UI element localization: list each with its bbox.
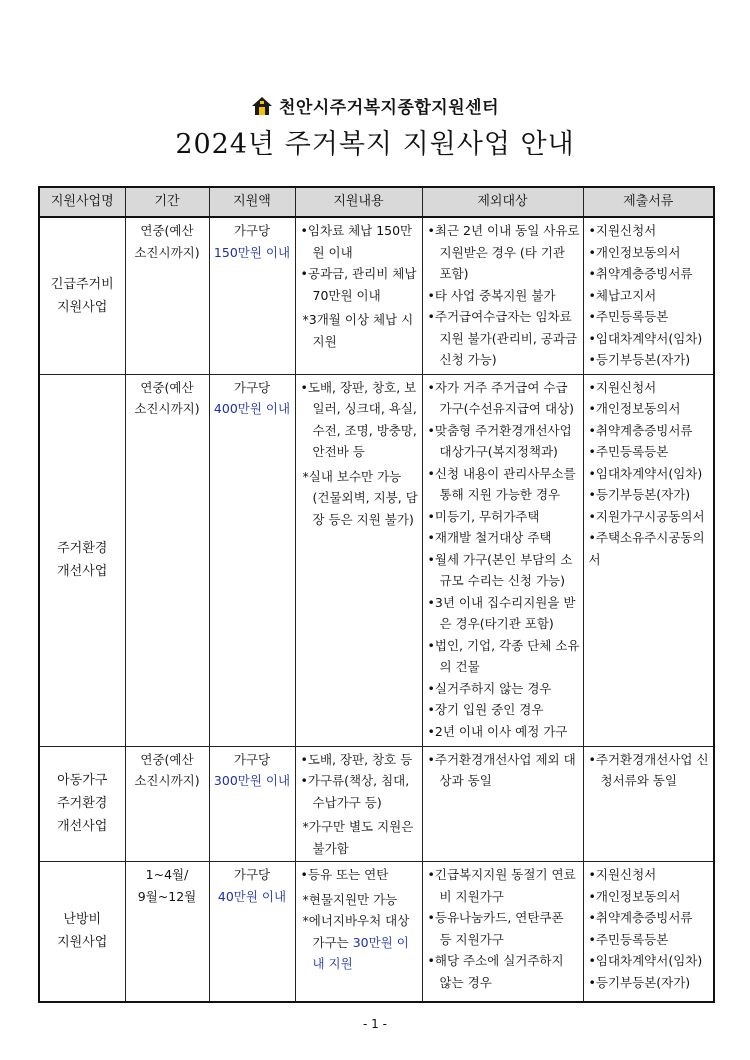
amount: 가구당 300만원 이내 [209, 746, 295, 862]
amount-value: 150만원 이내 [213, 244, 291, 260]
amount: 가구당 400만원 이내 [209, 374, 295, 746]
documents: •지원신청서 •개인정보동의서 •취약계층증빙서류 •주민등록등본 •임대차계약서(임차) •등기부등본(자가) •지원가구시공동의서 •주택소유주시공동의서 [583, 374, 714, 746]
amount: 가구당 150만원 이내 [209, 217, 295, 374]
exclusions: •최근 2년 이내 동일 사유로 지원받은 경우 (타 기관 포함) •타 사업 중복지원 불가 •주거급여수급자는 임차료 지원 불가(관리비, 공과금 신청 가능) [422, 217, 583, 374]
content-note-2: *에너지바우처 대상 가구는 30만원 이내 지원 [302, 913, 410, 971]
period: 연중(예산 소진시까지) [125, 374, 209, 746]
exclusions: •긴급복지지원 동절기 연료비 지원가구 •등유나눔카드, 연탄쿠폰 등 지원가구 •해당 주소에 실거주하지 않는 경우 [422, 862, 583, 1002]
amount: 가구당 40만원 이내 [209, 862, 295, 1002]
program-name: 아동가구 주거환경 개선사업 [39, 746, 125, 862]
documents: •지원신청서 •개인정보동의서 •취약계층증빙서류 •체납고지서 •주민등록등본 •임대차계약서(임차) •등기부등본(자가) [583, 217, 714, 374]
program-name: 주거환경 개선사업 [39, 374, 125, 746]
documents: •주거환경개선사업 신청서류와 동일 [583, 746, 714, 862]
table-row [39, 862, 714, 1002]
col-header-documents: 제출서류 [583, 187, 714, 217]
page-title: 2024년 주거복지 지원사업 안내 [175, 129, 575, 160]
col-header-amount: 지원액 [209, 187, 295, 217]
table-row [39, 374, 714, 746]
org-name: 천안시주거복지종합지원센터 [279, 98, 499, 118]
support-content: •등유 또는 연탄 *현물지원만 가능 *에너지바우처 대상 가구는 30만원 이내 지원 [295, 862, 422, 1002]
exclusions: •주거환경개선사업 제외 대상과 동일 [422, 746, 583, 862]
org-header [0, 93, 750, 121]
period: 연중(예산 소진시까지) [125, 217, 209, 374]
program-name: 난방비 지원사업 [39, 862, 125, 1002]
house-icon [251, 96, 273, 121]
amount-value: 400만원 이내 [213, 401, 291, 416]
amount-highlight: 30만원 이내 지원 [312, 934, 409, 971]
col-header-name: 지원사업명 [39, 187, 125, 217]
exclusions: •자가 거주 주거급여 수급가구(수선유지급여 대상) •맞춤형 주거환경개선사업 대상가구(복지정책과) •신청 내용이 관리사무소를 통해 지원 가능한 경우 •미등기, 무허가주택 •재개발 철거대상 주택 •월세 가구(본인 부담의 소규모 수리는 신청 가능) •3년 이내 집수리지원을 받은 경우(타기관 포함) •법인, 기업, 각종 단체 소유의 건물 •실거주하지 않는 경우 •장기 입원 중인 경우 •2년 이내 이사 예정 가구 [422, 374, 583, 746]
page-number: - 1 - [363, 1017, 387, 1031]
period: 연중(예산 소진시까지) [125, 746, 209, 862]
table-row [39, 746, 714, 862]
col-header-period: 기간 [125, 187, 209, 217]
col-header-exclusions: 제외대상 [422, 187, 583, 217]
program-name: 긴급주거비 지원사업 [39, 217, 125, 374]
table-header-row [39, 187, 714, 217]
support-content: •도배, 장판, 창호, 보일러, 싱크대, 욕실, 수전, 조명, 방충망, 안전바 등 *실내 보수만 가능 (건물외벽, 지붕, 담장 등은 지원 불가) [295, 374, 422, 746]
support-content: •도배, 장판, 창호 등 •가구류(책상, 침대, 수납가구 등) *가구만 별도 지원은 불가함 [295, 746, 422, 862]
program-table [38, 186, 715, 1003]
period: 1~4월/ 9월~12월 [125, 862, 209, 1002]
table-row [39, 217, 714, 374]
col-header-content: 지원내용 [295, 187, 422, 217]
amount-value: 300만원 이내 [213, 773, 291, 788]
amount-value: 40만원 이내 [217, 888, 287, 904]
documents: •지원신청서 •개인정보동의서 •취약계층증빙서류 •주민등록등본 •임대차계약서(임차) •등기부등본(자가) [583, 862, 714, 1002]
support-content: •임차료 체납 150만원 이내 •공과금, 관리비 체납 70만원 이내 *3개월 이상 체납 시 지원 [295, 217, 422, 374]
